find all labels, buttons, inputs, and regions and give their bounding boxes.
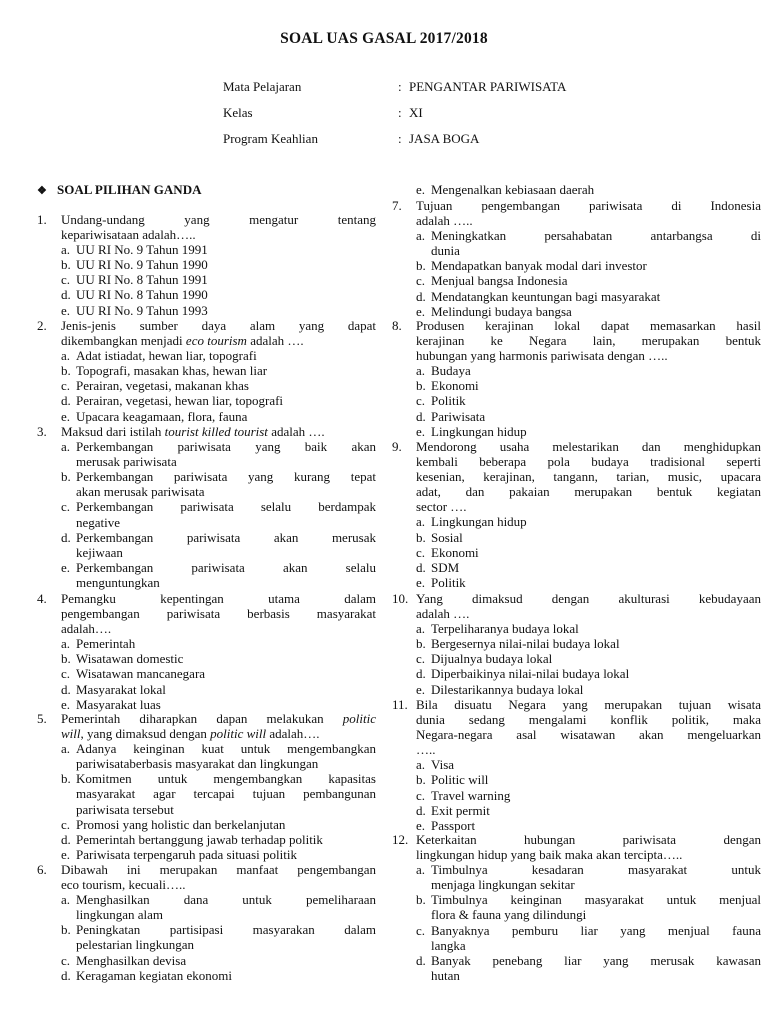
option-c[interactable]: c. Politik xyxy=(416,393,466,409)
question-number: 2. xyxy=(37,318,47,333)
question-6-continued xyxy=(392,182,761,197)
option-d[interactable]: d. Perkembangan pariwisata akan merusak kejiwaan xyxy=(61,529,376,560)
question-text: Dibawah ini merupakan manfaat pengembangan eco tourism, kecuali….. xyxy=(61,862,376,893)
option-b[interactable]: b. Komitmen untuk mengembangkan kapasitas masyarakat agar tercapai tujuan pembangunan pariwisata tersebut xyxy=(61,771,376,817)
question-3 xyxy=(37,424,376,590)
meta-separator: : xyxy=(398,105,402,120)
option-a[interactable]: a. Visa xyxy=(416,757,455,773)
option-b[interactable]: b. Politic will xyxy=(416,772,489,788)
option-c[interactable]: c. Wisatawan mancanegara xyxy=(61,666,206,682)
option-d[interactable]: d. Banyak penebang liar yang merusak kawasan hutan xyxy=(416,952,761,983)
meta-separator: : xyxy=(398,79,402,94)
question-number: 3. xyxy=(37,424,47,439)
option-b[interactable]: b. Wisatawan domestic xyxy=(61,651,184,667)
question-text: Undang-undang yang mengatur tentang kepariwisataan adalah….. xyxy=(61,212,376,243)
option-list xyxy=(37,348,376,423)
option-b[interactable]: b. Perkembangan pariwisata yang kurang tepat akan merusak pariwisata xyxy=(61,469,376,500)
question-number: 7. xyxy=(392,198,402,213)
meta-separator: : xyxy=(398,131,402,146)
option-c[interactable]: c. Perairan, vegetasi, makanan khas xyxy=(61,378,249,394)
question-number: 9. xyxy=(392,439,402,454)
question-text: Tujuan pengembangan pariwisata di Indonesia adalah ….. xyxy=(416,198,761,229)
option-d[interactable]: d. Keragaman kegiatan ekonomi xyxy=(61,967,232,983)
option-c[interactable]: c. Travel warning xyxy=(416,787,511,803)
meta-value: XI xyxy=(409,105,423,120)
section-title xyxy=(37,182,201,198)
option-e[interactable]: e. UU RI No. 9 Tahun 1993 xyxy=(61,302,208,318)
section-title-text: SOAL PILIHAN GANDA xyxy=(57,182,202,197)
option-list xyxy=(392,757,761,832)
option-list xyxy=(37,892,376,983)
option-e[interactable]: e. Passport xyxy=(416,817,476,833)
option-a[interactable]: a. Budaya xyxy=(416,363,471,379)
option-list xyxy=(37,439,376,590)
option-b[interactable]: b. Bergesernya nilai-nilai budaya lokal xyxy=(416,636,620,652)
option-list xyxy=(37,242,376,317)
option-e[interactable]: e. Politik xyxy=(416,574,466,590)
option-d[interactable]: d. UU RI No. 8 Tahun 1990 xyxy=(61,287,208,303)
option-list xyxy=(392,182,761,197)
option-e[interactable]: e. Mengenalkan kebiasaan daerah xyxy=(416,182,595,197)
option-e[interactable]: e. Masyarakat luas xyxy=(61,696,161,712)
option-c[interactable]: c. Dijualnya budaya lokal xyxy=(416,651,553,667)
option-a[interactable]: a. Lingkungan hidup xyxy=(416,514,527,530)
option-d[interactable]: d. Pemerintah bertanggung jawab terhadap politik xyxy=(61,831,323,847)
option-a[interactable]: a. Terpeliharanya budaya lokal xyxy=(416,621,579,637)
option-e[interactable]: e. Upacara keagamaan, flora, fauna xyxy=(61,408,248,424)
option-e[interactable]: e. Pariwisata terpengaruh pada situasi politik xyxy=(61,846,297,862)
question-12 xyxy=(392,832,761,983)
option-a[interactable]: a. Menghasilkan dana untuk pemeliharaan lingkungan alam xyxy=(61,892,376,923)
question-number: 6. xyxy=(37,862,47,877)
option-b[interactable]: b. Mendapatkan banyak modal dari investor xyxy=(416,258,647,274)
diamond-bullet-icon: ❖ xyxy=(37,185,47,197)
question-10 xyxy=(392,591,761,697)
question-1 xyxy=(37,212,376,318)
option-list xyxy=(392,228,761,319)
option-b[interactable]: b. UU RI No. 9 Tahun 1990 xyxy=(61,257,208,273)
option-list xyxy=(37,741,376,862)
page-title: SOAL UAS GASAL 2017/2018 xyxy=(280,30,488,47)
question-text: Pemerintah diharapkan dapan melakukan politic will, yang dimaksud dengan politic will adalah…. xyxy=(61,711,376,742)
question-number: 5. xyxy=(37,711,47,726)
option-d[interactable]: d. Masyarakat lokal xyxy=(61,681,166,697)
option-d[interactable]: d. Perairan, vegetasi, hewan liar, topografi xyxy=(61,393,284,409)
option-c[interactable]: c. Menjual bangsa Indonesia xyxy=(416,273,568,289)
question-text: Bila disuatu Negara yang merupakan tujuan wisata dunia sedang mengalami konflik politik, maka Negara-negara asal wisatawan akan mengeluarkan ….. xyxy=(416,697,761,758)
question-number: 11. xyxy=(392,697,408,712)
question-number: 1. xyxy=(37,212,47,227)
option-c[interactable]: c. Menghasilkan devisa xyxy=(61,952,187,968)
question-2 xyxy=(37,318,376,424)
option-d[interactable]: d. SDM xyxy=(416,559,460,575)
option-c[interactable]: c. Promosi yang holistic dan berkelanjutan xyxy=(61,816,286,832)
option-list xyxy=(392,514,761,589)
meta-value: JASA BOGA xyxy=(409,131,480,146)
option-b[interactable]: b. Sosial xyxy=(416,529,463,545)
option-d[interactable]: d. Exit permit xyxy=(416,802,490,818)
question-text: Jenis-jenis sumber daya alam yang dapat dikembangkan menjadi eco tourism adalah …. xyxy=(61,318,376,349)
option-list xyxy=(392,862,761,983)
option-a[interactable]: a. Perkembangan pariwisata yang baik akan merusak pariwisata xyxy=(61,439,376,470)
option-b[interactable]: b. Topografi, masakan khas, hewan liar xyxy=(61,363,268,379)
question-6 xyxy=(37,862,376,983)
question-text: Maksud dari istilah tourist killed tourist adalah …. xyxy=(61,424,325,439)
option-e[interactable]: e. Dilestarikannya budaya lokal xyxy=(416,681,584,697)
option-a[interactable]: a. Adat istiadat, hewan liar, topografi xyxy=(61,348,257,364)
question-text: Yang dimaksud dengan akulturasi kebudayaan adalah …. xyxy=(416,591,761,622)
option-d[interactable]: d. Pariwisata xyxy=(416,408,486,424)
question-text: Pemangku kepentingan utama dalam pengembangan pariwisata berbasis masyarakat adalah…. xyxy=(61,591,376,637)
option-list xyxy=(37,636,376,711)
question-4 xyxy=(37,591,376,712)
question-text: Mendorong usaha melestarikan dan menghidupkan kembali beberapa pola budaya tradisional seperti kesenian, kerajinan, tangann, tarian, music, upacara adat, dan pakaian merupakan bentuk kegiatan sector …. xyxy=(416,439,761,515)
option-b[interactable]: b. Timbulnya keinginan masyarakat untuk menjual flora & fauna yang dilindungi xyxy=(416,892,761,923)
option-a[interactable]: a. Pemerintah xyxy=(61,636,136,652)
question-11 xyxy=(392,697,761,833)
option-e[interactable]: e. Perkembangan pariwisata akan selalu menguntungkan xyxy=(61,559,376,590)
question-5 xyxy=(37,711,376,862)
option-a[interactable]: a. UU RI No. 9 Tahun 1991 xyxy=(61,242,208,258)
option-c[interactable]: c. UU RI No. 8 Tahun 1991 xyxy=(61,272,208,288)
question-number: 4. xyxy=(37,591,47,606)
option-a[interactable]: a. Timbulnya kesadaran masyarakat untuk menjaga lingkungan sekitar xyxy=(416,862,761,893)
option-list xyxy=(392,621,761,696)
question-9 xyxy=(392,439,761,590)
option-e[interactable]: e. Lingkungan hidup xyxy=(416,423,527,439)
option-d[interactable]: d. Diperbaikinya nilai-nilai budaya lokal xyxy=(416,666,630,682)
option-c[interactable]: c. Ekonomi xyxy=(416,544,479,560)
option-list xyxy=(392,363,761,438)
meta-label: Kelas xyxy=(223,105,253,120)
option-c[interactable]: c. Perkembangan pariwisata selalu berdampak negative xyxy=(61,499,376,530)
option-e[interactable]: e. Melindungi budaya bangsa xyxy=(416,303,572,319)
option-b[interactable]: b. Peningkatan partisipasi masyarakan dalam pelestarian lingkungan xyxy=(61,922,376,953)
question-7 xyxy=(392,198,761,319)
question-number: 12. xyxy=(392,832,409,847)
option-b[interactable]: b. Ekonomi xyxy=(416,378,479,394)
option-a[interactable]: a. Meningkatkan persahabatan antarbangsa di dunia xyxy=(416,228,761,259)
meta-label: Program Keahlian xyxy=(223,131,318,146)
meta-label: Mata Pelajaran xyxy=(223,79,302,94)
option-c[interactable]: c. Banyaknya pemburu liar yang menjual fauna langka xyxy=(416,922,761,953)
question-number: 8. xyxy=(392,318,402,333)
question-8 xyxy=(392,318,761,439)
question-text: Keterkaitan hubungan pariwisata dengan lingkungan hidup yang baik maka akan tercipta….. xyxy=(416,832,761,863)
option-d[interactable]: d. Mendatangkan keuntungan bagi masyarakat xyxy=(416,288,661,304)
meta-value: PENGANTAR PARIWISATA xyxy=(409,79,567,94)
question-text: Produsen kerajinan lokal dapat memasarkan hasil kerajinan ke Negara lain, merupakan bentuk hubungan yang harmonis pariwisata dengan ….. xyxy=(416,318,761,364)
question-number: 10. xyxy=(392,591,409,606)
option-a[interactable]: a. Adanya keinginan kuat untuk mengembangkan pariwisataberbasis masyarakat dan lingkungan xyxy=(61,741,376,772)
